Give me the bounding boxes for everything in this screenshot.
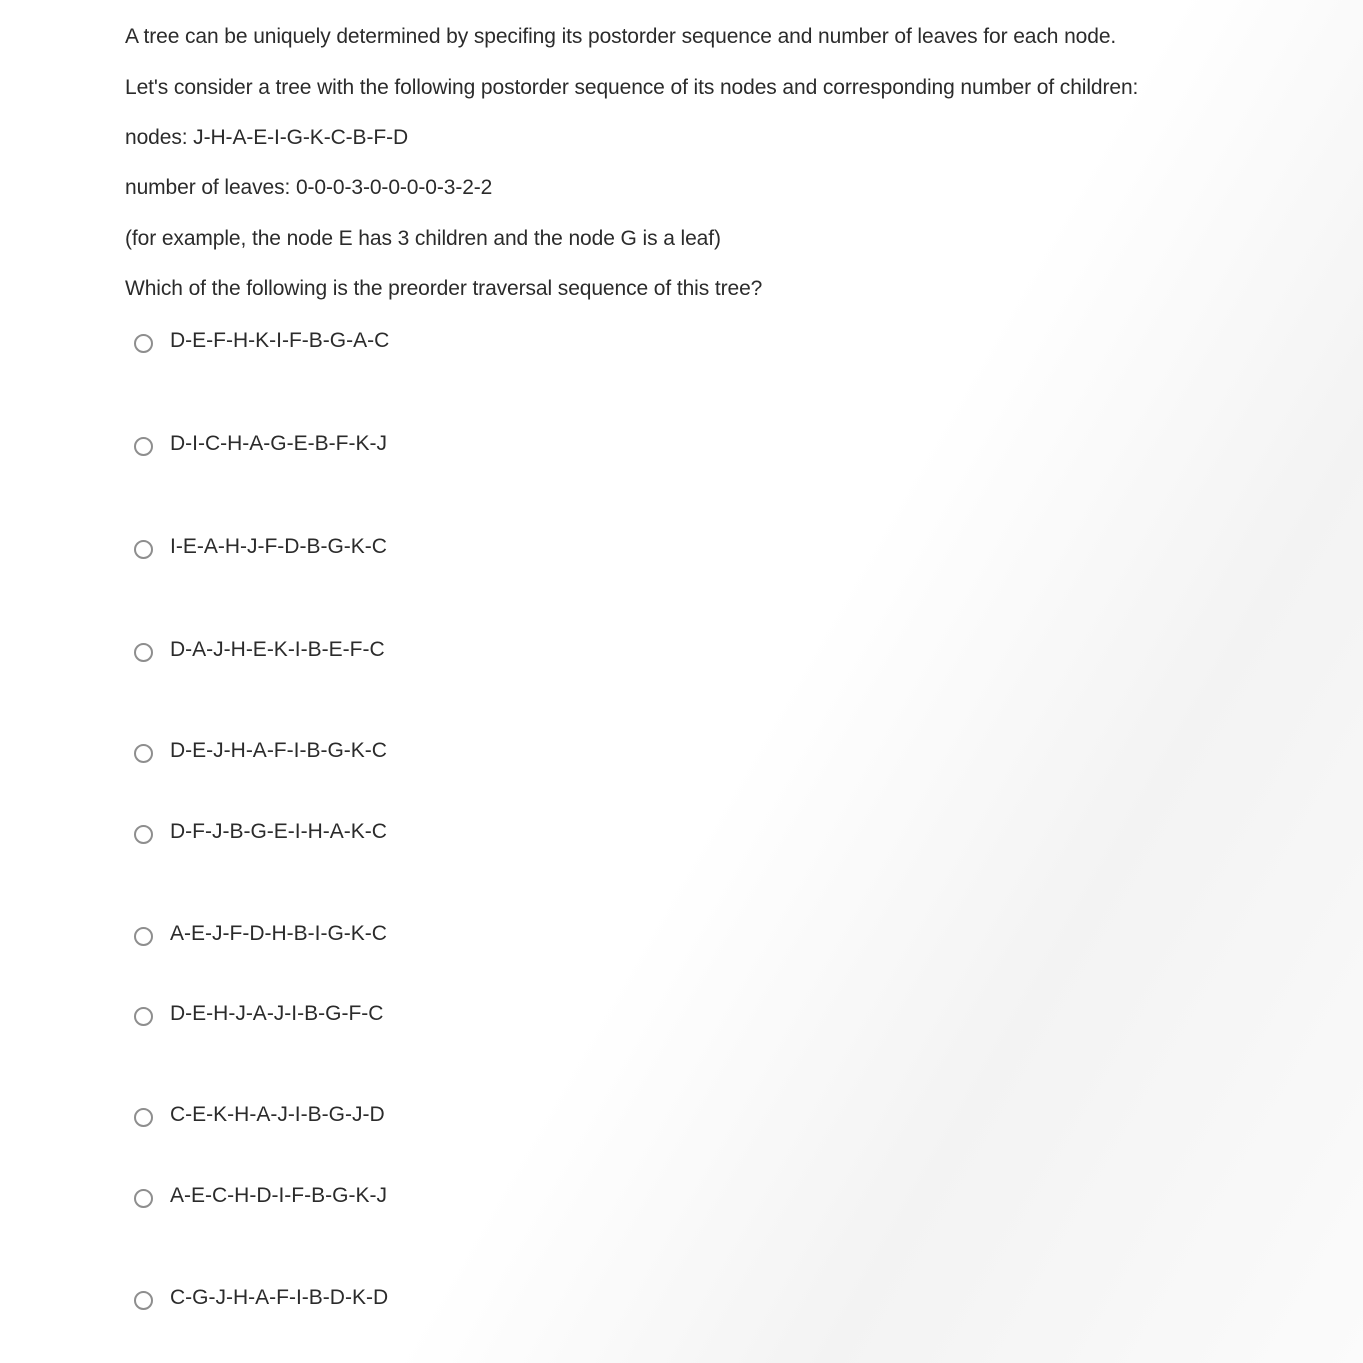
answer-option-label: C-E-K-H-A-J-I-B-G-J-D (170, 1103, 385, 1126)
radio-button[interactable] (134, 1108, 153, 1127)
question-line-nodes: nodes: J-H-A-E-I-G-K-C-B-F-D (125, 126, 409, 149)
answer-option-8[interactable] (134, 999, 383, 1029)
answer-option-6[interactable] (134, 817, 387, 847)
answer-option-9[interactable] (134, 1100, 385, 1130)
answer-option-7[interactable] (134, 919, 387, 949)
radio-button[interactable] (134, 1007, 153, 1026)
answer-option-4[interactable] (134, 635, 385, 665)
answer-option-label: A-E-J-F-D-H-B-I-G-K-C (170, 922, 387, 945)
answer-option-label: D-I-C-H-A-G-E-B-F-K-J (170, 432, 387, 455)
radio-button[interactable] (134, 927, 153, 946)
radio-button[interactable] (134, 1291, 153, 1310)
radio-button[interactable] (134, 334, 153, 353)
answer-option-5[interactable] (134, 736, 387, 766)
question-line-leaves: number of leaves: 0-0-0-3-0-0-0-0-3-2-2 (125, 176, 493, 199)
question-line-intro: A tree can be uniquely determined by specifing its postorder sequence and number of leaves for each node. (125, 25, 1117, 48)
radio-button[interactable] (134, 744, 153, 763)
answer-option-11[interactable] (134, 1283, 388, 1313)
answer-option-label: D-A-J-H-E-K-I-B-E-F-C (170, 638, 385, 661)
question-line-example: (for example, the node E has 3 children and the node G is a leaf) (125, 227, 721, 250)
answer-option-label: I-E-A-H-J-F-D-B-G-K-C (170, 535, 387, 558)
answer-option-label: D-F-J-B-G-E-I-H-A-K-C (170, 820, 387, 843)
radio-button[interactable] (134, 540, 153, 559)
answer-option-label: C-G-J-H-A-F-I-B-D-K-D (170, 1286, 389, 1309)
radio-button[interactable] (134, 1189, 153, 1208)
radio-button[interactable] (134, 825, 153, 844)
answer-option-1[interactable] (134, 326, 389, 356)
answer-option-3[interactable] (134, 532, 387, 562)
question-line-consider: Let's consider a tree with the following postorder sequence of its nodes and corresponding number of children: (125, 76, 1139, 99)
radio-button[interactable] (134, 643, 153, 662)
question-line-prompt: Which of the following is the preorder traversal sequence of this tree? (125, 277, 763, 300)
radio-button[interactable] (134, 437, 153, 456)
answer-option-label: D-E-H-J-A-J-I-B-G-F-C (170, 1002, 384, 1025)
answer-option-label: A-E-C-H-D-I-F-B-G-K-J (170, 1184, 387, 1207)
answer-option-label: D-E-F-H-K-I-F-B-G-A-C (170, 329, 390, 352)
answer-option-10[interactable] (134, 1181, 387, 1211)
answer-option-label: D-E-J-H-A-F-I-B-G-K-C (170, 739, 387, 762)
answer-option-2[interactable] (134, 429, 387, 459)
